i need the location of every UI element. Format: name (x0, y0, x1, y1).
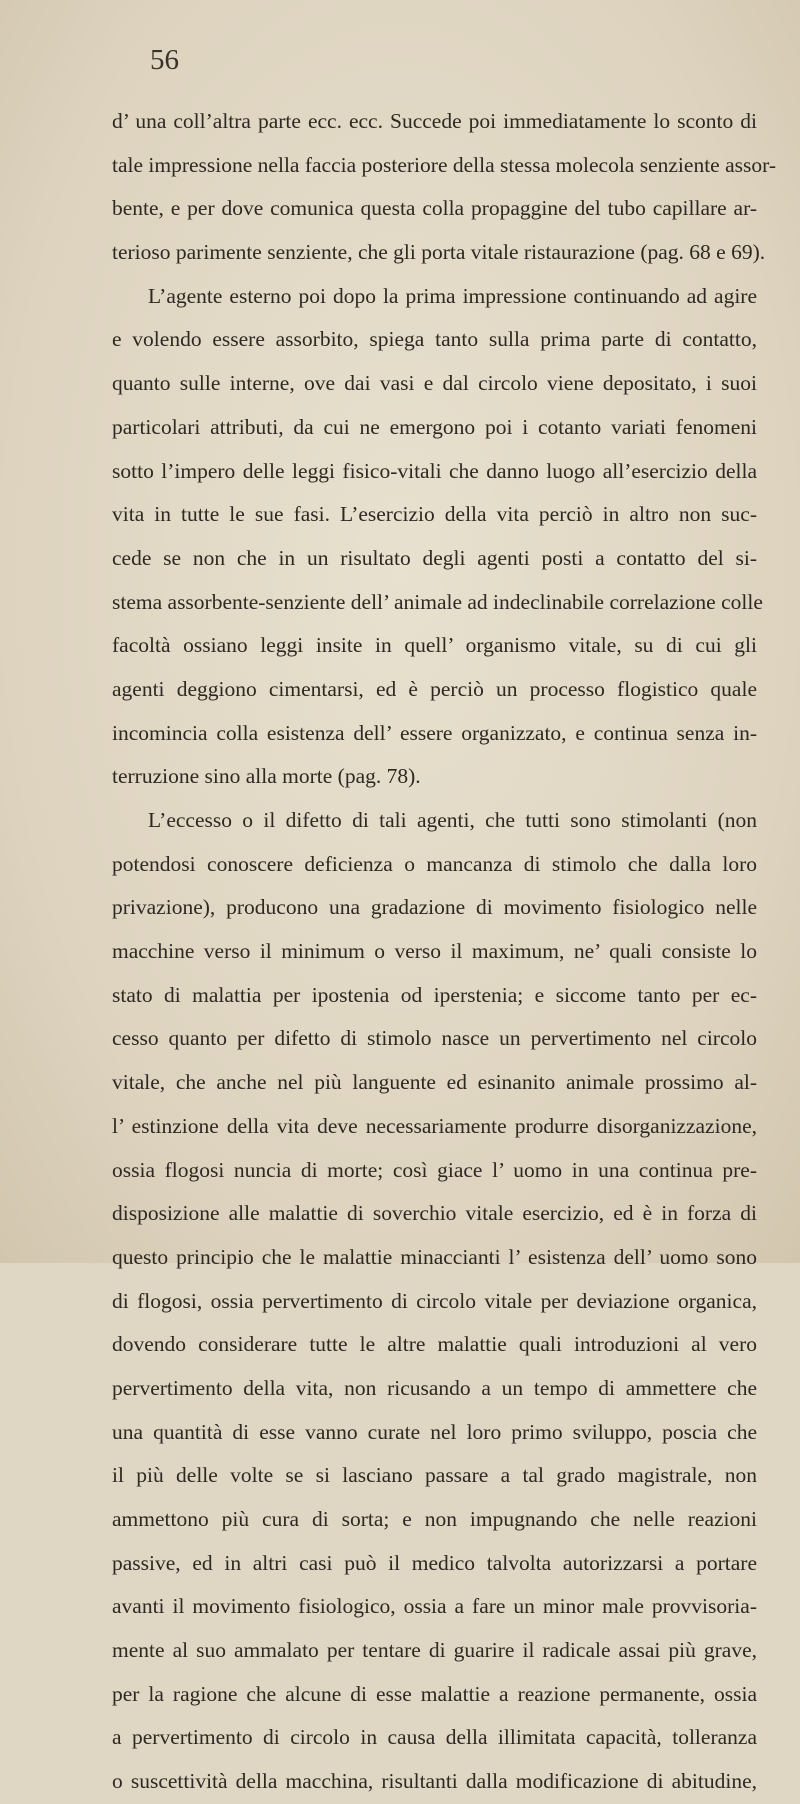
text-line: l’ estinzione della vita deve necessariamente produrre disorganizzazione, (112, 1113, 757, 1138)
text-line: incomincia colla esistenza dell’ essere organizzato, e continua senza in- (112, 720, 757, 745)
text-line: passive, ed in altri casi può il medico talvolta autorizzarsi a portare (112, 1550, 757, 1575)
paragraph-start-line: L’agente esterno poi dopo la prima impressione continuando ad agire (148, 283, 757, 308)
page-number: 56 (150, 44, 179, 76)
text-line: e volendo essere assorbito, spiega tanto sulla prima parte di contatto, (112, 327, 757, 352)
text-line: particolari attributi, da cui ne emergono poi i cotanto variati fenomeni (112, 414, 757, 439)
text-line: disposizione alle malattie di soverchio vitale esercizio, ed è in forza di (112, 1201, 757, 1226)
text-line: ossia flogosi nuncia di morte; così giace l’ uomo in una continua pre- (112, 1157, 757, 1182)
text-line: cede se non che in un risultato degli agenti posti a contatto del si- (112, 545, 757, 570)
paragraph-start-line: L’eccesso o il difetto di tali agenti, che tutti sono stimolanti (non (148, 808, 757, 832)
text-line: vitale, che anche nel più languente ed esinanito animale prossimo al- (112, 1070, 757, 1095)
text-line: vita in tutte le sue fasi. L’esercizio della vita perciò in altro non suc- (112, 502, 757, 527)
text-line: d’ una coll’altra parte ecc. ecc. Succede poi immediatamente lo sconto di (112, 109, 757, 133)
body-text (112, 100, 777, 1804)
text-line: il più delle volte se si lasciano passare a tal grado magistrale, non (112, 1463, 757, 1488)
text-line: quanto sulle interne, ove dai vasi e dal circolo viene depositato, i suoi (112, 371, 757, 396)
text-line: terioso parimente senziente, che gli porta vitale ristaurazione (pag. 68 e 69). (112, 240, 766, 265)
text-line: stema assorbente-senziente dell’ animale ad indeclinabile correlazione colle (112, 589, 763, 614)
text-line: questo principio che le malattie minaccianti l’ esistenza dell’ uomo sono (112, 1244, 757, 1269)
text-line: stato di malattia per ipostenia od iperstenia; e siccome tanto per ec- (112, 982, 757, 1007)
text-line: a pervertimento di circolo in causa della illimitata capacità, tolleranza (112, 1725, 757, 1750)
text-line: o suscettività della macchina, risultanti dalla modificazione di abitudine, (112, 1769, 757, 1794)
text-line: una quantità di esse vanno curate nel loro primo sviluppo, poscia che (112, 1419, 757, 1444)
text-line: mente al suo ammalato per tentare di guarire il radicale assai più grave, (112, 1638, 757, 1663)
text-line: terruzione sino alla morte (pag. 78). (112, 764, 421, 789)
text-line: potendosi conoscere deficienza o mancanza di stimolo che dalla loro (112, 851, 757, 876)
text-line: facoltà ossiano leggi insite in quell’ organismo vitale, su di cui gli (112, 633, 757, 658)
text-line: cesso quanto per difetto di stimolo nasce un pervertimento nel circolo (112, 1026, 757, 1051)
text-line: avanti il movimento fisiologico, ossia a fare un minor male provvisoria- (112, 1594, 757, 1619)
text-line: privazione), producono una gradazione di movimento fisiologico nelle (112, 895, 757, 920)
text-line: ammettono più cura di sorta; e non impugnando che nelle reazioni (112, 1507, 757, 1531)
text-line: tale impressione nella faccia posteriore della stessa molecola senziente assor- (112, 152, 777, 177)
text-line: bente, e per dove comunica questa colla propaggine del tubo capillare ar- (112, 196, 757, 221)
text-line: per la ragione che alcune di esse malattie a reazione permanente, ossia (112, 1681, 757, 1706)
text-line: di flogosi, ossia pervertimento di circolo vitale per deviazione organica, (112, 1288, 757, 1313)
text-line: pervertimento della vita, non ricusando a un tempo di ammettere che (112, 1375, 757, 1400)
text-line: macchine verso il minimum o verso il maximum, ne’ quali consiste lo (112, 939, 757, 964)
text-line: agenti deggiono cimentarsi, ed è perciò un processo flogistico quale (112, 676, 757, 701)
text-line: dovendo considerare tutte le altre malattie quali introduzioni al vero (112, 1332, 757, 1357)
text-line: sotto l’impero delle leggi fisico-vitali che danno luogo all’esercizio della (112, 458, 757, 483)
